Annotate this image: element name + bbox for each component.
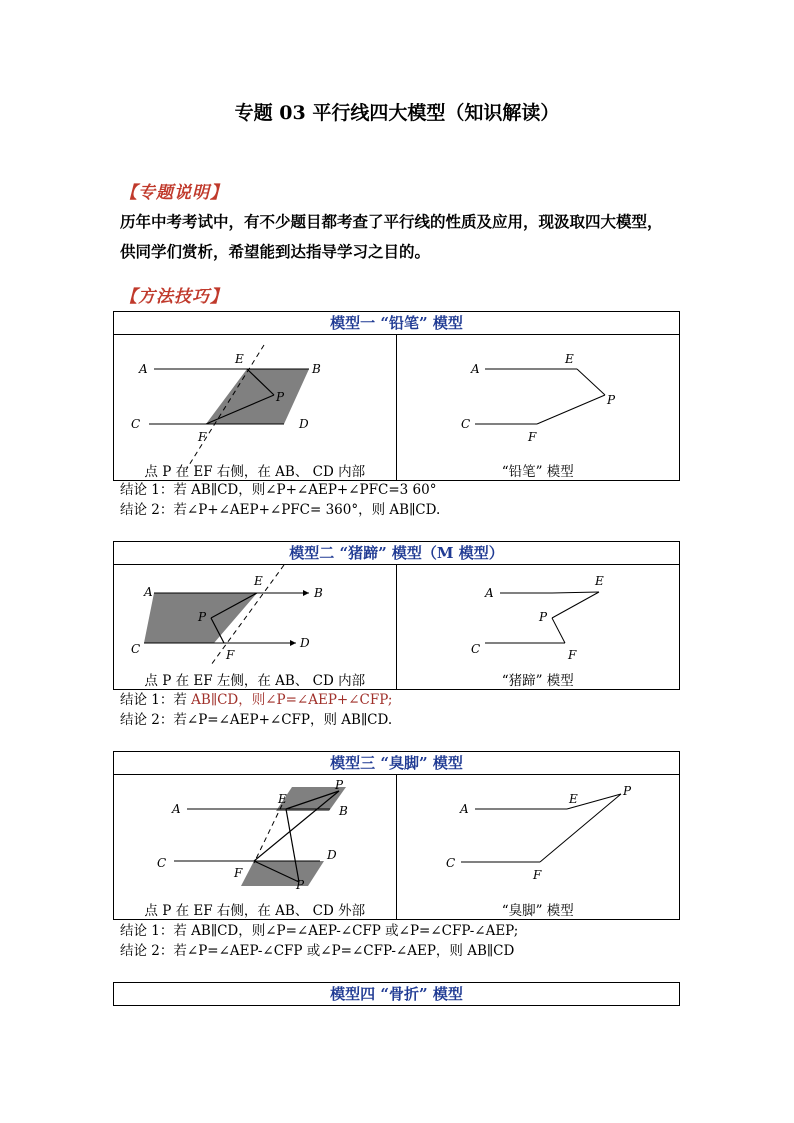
parallelogram-shape	[206, 369, 309, 424]
model-1-table	[113, 311, 680, 481]
model-3-left-caption: 点 P 在 EF 右侧，在 AB、 CD 外部	[144, 903, 366, 919]
label-f: F	[198, 430, 207, 444]
label-f: F	[234, 866, 243, 880]
intro-line-1: 历年中考考试中，有不少题目都考查了平行线的性质及应用，现汲取四大模型，	[120, 212, 663, 231]
page-title: 专题 03 平行线四大模型（知识解读）	[234, 102, 560, 124]
label-p: P	[538, 610, 547, 624]
model-2-left-figure	[114, 565, 397, 689]
model-3-heading: 模型三 “臭脚” 模型	[114, 752, 679, 775]
label-c: C	[470, 642, 480, 656]
label-c: C	[157, 856, 167, 870]
label-c: C	[131, 642, 141, 656]
label-c: C	[460, 417, 470, 431]
model-2-conclusion-1	[120, 690, 392, 710]
model-3-left-diagram	[114, 775, 397, 919]
label-d: D	[300, 636, 310, 650]
label-e: E	[564, 352, 574, 366]
model-1-conclusion-1: 结论 1：若 AB∥CD，则∠P+∠AEP+∠PFC=3 60°	[120, 482, 437, 498]
model-2-heading: 模型二 “猪蹄” 模型（M 模型）	[114, 542, 679, 565]
label-a: A	[459, 802, 469, 816]
label-a: A	[484, 586, 494, 600]
model-3-right-caption: “臭脚” 模型	[501, 903, 574, 919]
label-a: A	[144, 585, 153, 599]
intro-paragraph	[120, 207, 690, 267]
label-c: C	[445, 856, 455, 870]
model-2-table	[113, 541, 680, 690]
label-p-lower: P	[296, 878, 305, 892]
label-f: F	[567, 648, 576, 662]
label-e: E	[254, 574, 263, 588]
conclusion-prefix: 结论 1：若	[120, 692, 192, 708]
label-d: D	[299, 417, 309, 431]
conclusion-highlight: AB∥CD，则∠P=∠AEP+∠CFP;	[191, 692, 393, 708]
label-p: P	[606, 393, 615, 407]
model-1-heading: 模型一 “铅笔” 模型	[114, 312, 679, 335]
model-2-right-caption: “猪蹄” 模型	[501, 673, 574, 689]
label-f: F	[527, 430, 536, 444]
model-3-conclusion-1: 结论 1：若 AB∥CD，则∠P=∠AEP-∠CFP 或∠P=∠CFP-∠AEP;	[120, 923, 519, 939]
method-section-heading: 【方法技巧】	[120, 287, 228, 307]
label-b: B	[314, 586, 323, 600]
label-a: A	[470, 362, 480, 376]
label-e: E	[568, 792, 578, 806]
label-c: C	[131, 417, 141, 431]
label-f: F	[532, 868, 541, 882]
model-1-right-diagram	[397, 335, 680, 480]
model-2-right-figure	[397, 565, 680, 689]
label-a: A	[172, 802, 181, 816]
model-4-heading: 模型四 “骨折” 模型	[330, 985, 463, 1003]
label-b: B	[312, 362, 321, 376]
model-2-conclusion-2: 结论 2：若∠P=∠AEP+∠CFP，则 AB∥CD.	[120, 712, 393, 728]
label-a: A	[139, 362, 148, 376]
model-3-conclusion-2: 结论 2：若∠P=∠AEP-∠CFP 或∠P=∠CFP-∠AEP，则 AB∥CD	[120, 943, 515, 959]
label-e: E	[594, 574, 604, 588]
intro-line-2: 供同学们赏析，希望能到达指导学习之目的。	[120, 242, 431, 261]
model-1-left-diagram	[114, 335, 397, 480]
model-3-table	[113, 751, 680, 920]
label-e: E	[278, 792, 287, 806]
label-d: D	[327, 848, 337, 862]
model-4-table	[113, 982, 680, 1006]
model-3-left-figure	[114, 775, 397, 919]
model-1-left-figure	[114, 335, 397, 480]
label-b: B	[339, 804, 348, 818]
model-3-right-figure	[397, 775, 680, 919]
model-1-right-figure	[397, 335, 680, 480]
label-p: P	[198, 610, 207, 624]
label-p: P	[276, 390, 285, 404]
label-p-upper: P	[335, 778, 344, 792]
model-1-conclusion-2: 结论 2：若∠P+∠AEP+∠PFC= 360°，则 AB∥CD.	[120, 502, 441, 518]
intro-section-heading: 【专题说明】	[120, 183, 228, 203]
model-3-right-diagram	[397, 775, 680, 919]
model-2-left-caption: 点 P 在 EF 左侧，在 AB、 CD 内部	[144, 673, 366, 689]
label-p: P	[622, 784, 631, 798]
lower-parallelogram	[241, 861, 324, 886]
model-1-right-caption: “铅笔” 模型	[501, 464, 574, 480]
label-e: E	[235, 352, 244, 366]
model-1-left-caption: 点 P 在 EF 右侧，在 AB、 CD 内部	[144, 464, 366, 480]
label-f: F	[226, 648, 235, 662]
